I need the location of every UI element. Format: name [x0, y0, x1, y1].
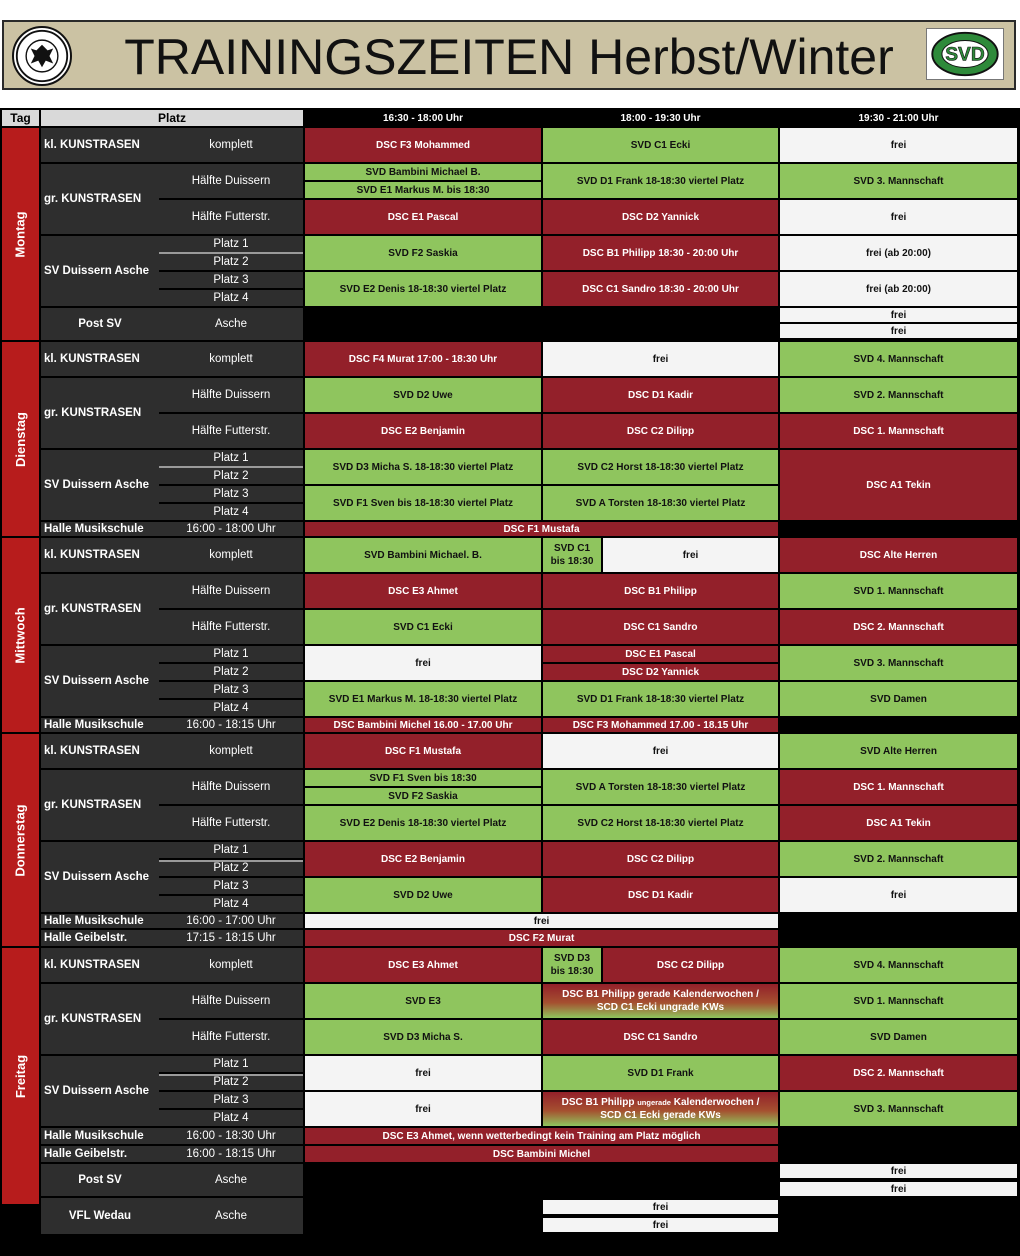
sub-platz-4: Platz 4: [159, 700, 303, 716]
sub-komplett: komplett: [159, 734, 303, 768]
sub-halle-time: 16:00 - 18:15 Uhr: [159, 1146, 303, 1162]
slot-cell: DSC E3 Ahmet: [305, 948, 541, 982]
col-header-slot2: 18:00 - 19:30 Uhr: [543, 110, 778, 126]
sub-platz-2: Platz 2: [159, 1074, 303, 1090]
sub-halle-time: 16:00 - 18:15 Uhr: [159, 718, 303, 732]
sub-platz-1: Platz 1: [159, 1056, 303, 1072]
col-header-tag: Tag: [2, 110, 39, 126]
sub-platz-4: Platz 4: [159, 896, 303, 912]
sub-haelfte-futterstr: Hälfte Futterstr.: [159, 806, 303, 840]
slot-cell: SVD C2 Horst 18-18:30 viertel Platz: [543, 806, 778, 840]
slot-cell: SVD D3 Micha S.: [305, 1020, 541, 1054]
slot-cell: SVD F1 Sven bis 18:30: [305, 770, 541, 786]
slot-cell: DSC C1 Sandro: [543, 610, 778, 644]
slot-cell: DSC E3 Ahmet, wenn wetterbedingt kein Training am Platz möglich: [305, 1128, 778, 1144]
slot-cell: DSC C2 Dilipp: [543, 414, 778, 448]
slot-cell: frei: [603, 538, 778, 572]
col-header-slot1: 16:30 - 18:00 Uhr: [305, 110, 541, 126]
sub-haelfte-futterstr: Hälfte Futterstr.: [159, 1020, 303, 1054]
slot-cell: DSC 2. Mannschaft: [780, 1056, 1017, 1090]
slot-cell: DSC 1. Mannschaft: [780, 414, 1017, 448]
slot-cell: frei: [780, 128, 1017, 162]
slot-cell: DSC F3 Mohammed: [305, 128, 541, 162]
loc-sv-duissern-asche: SV Duissern Asche: [41, 646, 159, 716]
sub-platz-3: Platz 3: [159, 486, 303, 502]
sub-asche: Asche: [159, 1198, 303, 1234]
header-banner: [2, 20, 1016, 90]
slot-cell: SVD 1. Mannschaft: [780, 574, 1017, 608]
slot-cell: DSC Bambini Michel: [305, 1146, 778, 1162]
slot-cell: SVD E1 Markus M. 18-18:30 viertel Platz: [305, 682, 541, 716]
slot-cell: SVD 4. Mannschaft: [780, 342, 1017, 376]
slot-cell: SVD A Torsten 18-18:30 viertel Platz: [543, 486, 778, 520]
slot-cell: frei: [780, 308, 1017, 322]
sub-platz-2: Platz 2: [159, 468, 303, 484]
slot-cell: frei: [543, 734, 778, 768]
loc-gr-kunstrasen: gr. KUNSTRASEN: [41, 378, 159, 448]
slot-cell: SVD F2 Saskia: [305, 236, 541, 270]
slot-cell: DSC F3 Mohammed 17.00 - 18.15 Uhr: [543, 718, 778, 732]
sub-komplett: komplett: [159, 342, 303, 376]
sub-asche: Asche: [159, 308, 303, 340]
slot-cell: SVD D3 Micha S. 18-18:30 viertel Platz: [305, 450, 541, 484]
slot-cell: SVD E2 Denis 18-18:30 viertel Platz: [305, 272, 541, 306]
sub-halle-time: 17:15 - 18:15 Uhr: [159, 930, 303, 946]
separator: [159, 466, 303, 468]
loc-gr-kunstrasen: gr. KUNSTRASEN: [41, 770, 159, 840]
slot-cell: frei: [780, 878, 1017, 912]
slot-cell: DSC A1 Tekin: [780, 806, 1017, 840]
day-mittwoch: Mittwoch: [2, 538, 39, 732]
loc-post-sv: Post SV: [41, 1164, 159, 1196]
slot-cell: DSC C1 Sandro: [543, 1020, 778, 1054]
slot-cell: SVD D1 Frank 18-18:30 viertel Platz: [543, 682, 778, 716]
slot-cell: frei: [305, 1056, 541, 1090]
slot-cell: SVD D1 Frank 18-18:30 viertel Platz: [543, 164, 778, 198]
svd-logo: [926, 28, 1004, 80]
slot-cell: SVD F1 Sven bis 18-18:30 viertel Platz: [305, 486, 541, 520]
slot-cell: SVD Bambini Michael B.: [305, 164, 541, 180]
slot-cell: DSC A1 Tekin: [780, 450, 1017, 520]
slot-cell: DSC D2 Yannick: [543, 664, 778, 680]
separator: [159, 1074, 303, 1076]
loc-kl-kunstrasen: kl. KUNSTRASEN: [41, 538, 159, 572]
sub-platz-4: Platz 4: [159, 504, 303, 520]
slot-cell: SVD 3. Mannschaft: [780, 164, 1017, 198]
slot-cell: frei: [305, 914, 778, 928]
loc-vfl-wedau: VFL Wedau: [41, 1198, 159, 1234]
slot-cell: SVD E3: [305, 984, 541, 1018]
col-header-platz: Platz: [41, 110, 303, 126]
slot-cell: frei (ab 20:00): [780, 272, 1017, 306]
sub-platz-2: Platz 2: [159, 664, 303, 680]
slot-cell: SVD Damen: [780, 682, 1017, 716]
sub-haelfte-duissern: Hälfte Duissern: [159, 574, 303, 608]
slot-cell: SVD 2. Mannschaft: [780, 842, 1017, 876]
loc-halle-musikschule: Halle Musikschule: [41, 914, 159, 928]
loc-sv-duissern-asche: SV Duissern Asche: [41, 236, 159, 306]
loc-halle-geibelstr: Halle Geibelstr.: [41, 1146, 159, 1162]
loc-kl-kunstrasen: kl. KUNSTRASEN: [41, 734, 159, 768]
sub-haelfte-duissern: Hälfte Duissern: [159, 164, 303, 198]
slot-cell: DSC 1. Mannschaft: [780, 770, 1017, 804]
slot-cell: DSC B1 Philipp: [543, 574, 778, 608]
slot-cell: frei: [543, 342, 778, 376]
slot-cell: SVD D2 Uwe: [305, 878, 541, 912]
slot-cell: DSC B1 Philipp gerade Kalenderwochen / SCD C1 Ecki ungrade KWs: [543, 984, 778, 1018]
sub-komplett: komplett: [159, 948, 303, 982]
slot-cell: DSC E1 Pascal: [305, 200, 541, 234]
slot-cell: DSC E1 Pascal: [543, 646, 778, 662]
slot-cell: DSC F2 Murat: [305, 930, 778, 946]
slot-cell: DSC Alte Herren: [780, 538, 1017, 572]
day-freitag: Freitag: [2, 948, 39, 1204]
sub-platz-1: Platz 1: [159, 646, 303, 662]
slot-cell: DSC E3 Ahmet: [305, 574, 541, 608]
slot-cell: DSC C2 Dilipp: [543, 842, 778, 876]
slot-cell: frei: [780, 1182, 1017, 1196]
slot-cell: frei: [305, 1092, 541, 1126]
slot-cell: DSC F1 Mustafa: [305, 522, 778, 536]
loc-kl-kunstrasen: kl. KUNSTRASEN: [41, 342, 159, 376]
sub-platz-2: Platz 2: [159, 860, 303, 876]
slot-cell: DSC 2. Mannschaft: [780, 610, 1017, 644]
sub-platz-3: Platz 3: [159, 682, 303, 698]
loc-kl-kunstrasen: kl. KUNSTRASEN: [41, 948, 159, 982]
slot-cell: SVD C1 Ecki: [543, 128, 778, 162]
slot-cell: frei: [543, 1218, 778, 1232]
slot-cell: frei: [780, 1164, 1017, 1178]
slot-cell: DSC Bambini Michel 16.00 - 17.00 Uhr: [305, 718, 541, 732]
slot-cell: frei (ab 20:00): [780, 236, 1017, 270]
slot-cell: DSC E2 Benjamin: [305, 842, 541, 876]
loc-post-sv: Post SV: [41, 308, 159, 340]
slot-cell: frei: [305, 646, 541, 680]
sub-haelfte-futterstr: Hälfte Futterstr.: [159, 610, 303, 644]
separator: [159, 252, 303, 254]
loc-gr-kunstrasen: gr. KUNSTRASEN: [41, 574, 159, 644]
loc-kl-kunstrasen: kl. KUNSTRASEN: [41, 128, 159, 162]
slot-cell: SVD C2 Horst 18-18:30 viertel Platz: [543, 450, 778, 484]
slot-cell: SVD Bambini Michael. B.: [305, 538, 541, 572]
separator: [159, 860, 303, 862]
loc-sv-duissern-asche: SV Duissern Asche: [41, 1056, 159, 1126]
slot-cell: DSC D1 Kadir: [543, 878, 778, 912]
day-donnerstag: Donnerstag: [2, 734, 39, 946]
sub-halle-time: 16:00 - 17:00 Uhr: [159, 914, 303, 928]
slot-cell: DSC B1 Philipp 18:30 - 20:00 Uhr: [543, 236, 778, 270]
sub-haelfte-futterstr: Hälfte Futterstr.: [159, 414, 303, 448]
slot-cell: SVD F2 Saskia: [305, 788, 541, 804]
loc-halle-geibelstr: Halle Geibelstr.: [41, 930, 159, 946]
sub-platz-3: Platz 3: [159, 272, 303, 288]
slot-cell: SVD 3. Mannschaft: [780, 646, 1017, 680]
slot-cell: DSC D1 Kadir: [543, 378, 778, 412]
slot-cell: SVD 1. Mannschaft: [780, 984, 1017, 1018]
loc-gr-kunstrasen: gr. KUNSTRASEN: [41, 164, 159, 234]
slot-cell: DSC B1 Philipp ungerade Kalenderwochen / SCD C1 Ecki gerade KWs: [543, 1092, 778, 1126]
loc-sv-duissern-asche: SV Duissern Asche: [41, 450, 159, 520]
svd-logo-text: SVD: [945, 44, 985, 66]
loc-sv-duissern-asche: SV Duissern Asche: [41, 842, 159, 912]
slot-cell: SVD 2. Mannschaft: [780, 378, 1017, 412]
sub-haelfte-duissern: Hälfte Duissern: [159, 378, 303, 412]
slot-cell: frei: [543, 1200, 778, 1214]
sub-haelfte-futterstr: Hälfte Futterstr.: [159, 200, 303, 234]
sub-haelfte-duissern: Hälfte Duissern: [159, 984, 303, 1018]
slot-cell: DSC C1 Sandro 18:30 - 20:00 Uhr: [543, 272, 778, 306]
slot-cell: SVD C1 bis 18:30: [543, 538, 601, 572]
slot-cell: SVD A Torsten 18-18:30 viertel Platz: [543, 770, 778, 804]
loc-halle-musikschule: Halle Musikschule: [41, 522, 159, 536]
loc-halle-musikschule: Halle Musikschule: [41, 1128, 159, 1144]
sub-asche: Asche: [159, 1164, 303, 1196]
slot-cell: DSC D2 Yannick: [543, 200, 778, 234]
sub-platz-1: Platz 1: [159, 450, 303, 466]
sub-platz-1: Platz 1: [159, 842, 303, 858]
slot-cell: DSC C2 Dilipp: [603, 948, 778, 982]
slot-cell: SVD 4. Mannschaft: [780, 948, 1017, 982]
slot-cell: SVD E2 Denis 18-18:30 viertel Platz: [305, 806, 541, 840]
col-header-slot3: 19:30 - 21:00 Uhr: [780, 110, 1017, 126]
slot-cell: DSC F4 Murat 17:00 - 18:30 Uhr: [305, 342, 541, 376]
sub-komplett: komplett: [159, 538, 303, 572]
sub-platz-3: Platz 3: [159, 878, 303, 894]
slot-cell: SVD D1 Frank: [543, 1056, 778, 1090]
slot-cell: SVD Damen: [780, 1020, 1017, 1054]
page-title: TRAININGSZEITEN Herbst/Winter: [124, 29, 894, 85]
slot-cell: SVD Alte Herren: [780, 734, 1017, 768]
slot-cell: SVD D2 Uwe: [305, 378, 541, 412]
slot-cell: DSC E2 Benjamin: [305, 414, 541, 448]
slot-cell: SVD 3. Mannschaft: [780, 1092, 1017, 1126]
sub-platz-1: Platz 1: [159, 236, 303, 252]
sub-platz-3: Platz 3: [159, 1092, 303, 1108]
loc-gr-kunstrasen: gr. KUNSTRASEN: [41, 984, 159, 1054]
slot-cell: DSC F1 Mustafa: [305, 734, 541, 768]
sub-komplett: komplett: [159, 128, 303, 162]
sub-halle-time: 16:00 - 18:30 Uhr: [159, 1128, 303, 1144]
loc-halle-musikschule: Halle Musikschule: [41, 718, 159, 732]
slot-cell: frei: [780, 324, 1017, 338]
sub-halle-time: 16:00 - 18:00 Uhr: [159, 522, 303, 536]
sub-platz-4: Platz 4: [159, 1110, 303, 1126]
slot-cell: SVD E1 Markus M. bis 18:30: [305, 182, 541, 198]
slot-cell: frei: [780, 200, 1017, 234]
sub-haelfte-duissern: Hälfte Duissern: [159, 770, 303, 804]
sub-platz-4: Platz 4: [159, 290, 303, 306]
schedule-table: [0, 108, 1020, 1256]
slot-cell: SVD C1 Ecki: [305, 610, 541, 644]
day-dienstag: Dienstag: [2, 342, 39, 536]
slot-cell: SVD D3 bis 18:30: [543, 948, 601, 982]
day-montag: Montag: [2, 128, 39, 340]
sub-platz-2: Platz 2: [159, 254, 303, 270]
